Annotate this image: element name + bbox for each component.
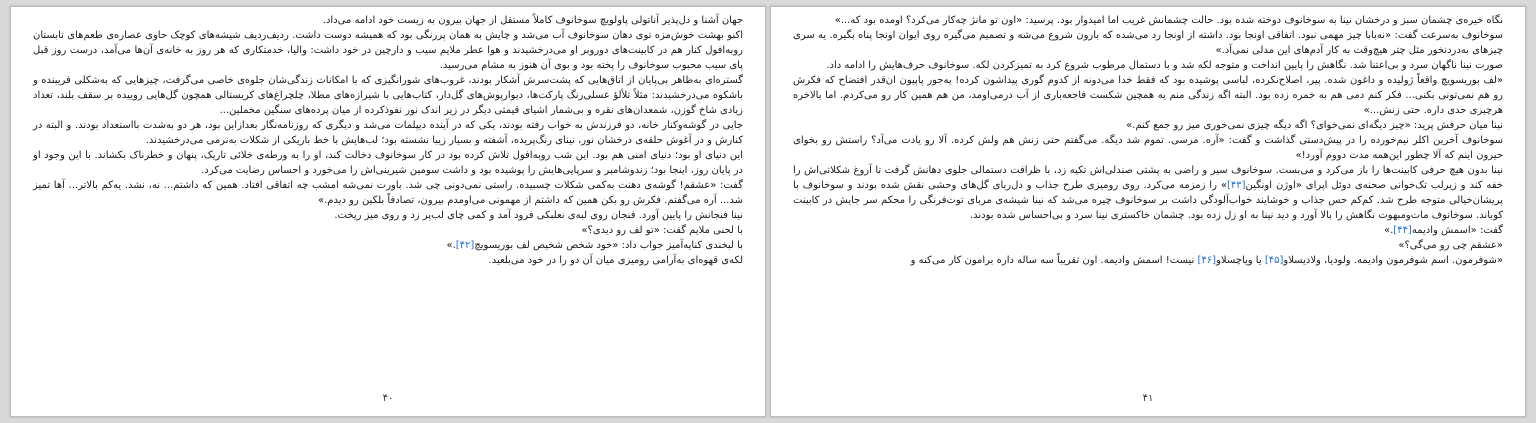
paragraph: [793, 223, 1503, 238]
paragraph: صورت نینا ناگهان سرد و بی‌اعتنا شد. نگاهش را پایین انداخت و متوجه لکه شد و با دستمال مرطوب شروع کرد به تمیزکردن لکه. سوخانوف حرف‌هایش را ادامه داد.: [826, 60, 1503, 71]
page-number: ۴۰: [382, 393, 394, 404]
paragraph: سوخانوف آخرین اکلر نیم‌خورده را در پیش‌دستی گذاشت و گفت: «آره. مرسی. تموم شد دیگه. می‌گفتم حتی زنش هم ولش کرده. آلا رو یادت می‌آد؟ راستش رو بخوای حیرون اینم که آلا چطور این‌همه مدت دووم آورد!»: [793, 135, 1503, 161]
text: .»: [1383, 225, 1394, 236]
text: نینا بدون هیچ حرفی کابینت‌ها را باز می‌کرد و می‌بست. سوخانوف سیر و راضی به پشتی صندلی‌اش تکیه زد، با ظرافت دستمالی جلوی دهانش گرفت تا آروغ شکلاتی‌اش را خفه کند و زیرلب تک‌خوانی صحنه‌ی دوئل اپرای «اوژن اونگین: [793, 165, 1503, 191]
paragraph: جهان آشنا و دل‌پذیر آناتولی پاولویچ سوخانوف کاملاً مستقل از جهان بیرون به زیست خود ادامه می‌داد.: [322, 15, 743, 26]
paragraph: نگاه خیره‌ی چشمان سبز و درخشان نینا به سوخانوف دوخته شده بود. حالت چشمانش غریب اما امیدوار بود. پرسید: «اون تو مانژ چه‌کار می‌کرد؟ اومده بود که...»: [834, 15, 1503, 26]
paragraph: گفت: «عشقم! گوشه‌ی دهنت به‌کمی شکلات چسبیده. راستی نمی‌دونی چی شد. باورت نمی‌شه امشب چه اتفاقی افتاد. همین که داشتم... نه، نشد. یه‌کم بالاتر... آها تمیز شد... آره می‌گفتم. فکرش رو بکن همین که داشتم از مهمونی می‌اومدم بیرون، تصادفاً بلکین رو دیدم.»: [33, 180, 743, 206]
text: .»: [446, 240, 456, 251]
paragraph: [793, 163, 1503, 223]
paragraph: نینا فنجانش را پایین آورد. فنجان روی لبه‌ی نعلبکی فرود آمد و کمی چای لب‌پر زد و روی میز ریخت.: [334, 210, 743, 221]
paragraph: اکنو بهشت خوش‌مزه توی دهان سوخانوف آب می‌شد و چایش به همان پررنگی بود که همیشه دوست داشت. ردیف‌ردیف شیشه‌های کوچک حاوی عصاره‌ی طعم‌های تابستان روبه‌افول کنار هم در کابینت‌های دوروبر او می‌درخشیدند و هوا عطر ملایم سیب و دارچین در خود داشت: والیا، خدمتکاری که هر روز به خانه‌ی آن‌ها می‌آمد، درست روز قبل پای سیب محبوب سوخانوف را پخته بود و بوی آن هنوز به مشام می‌رسید.: [33, 30, 743, 71]
footnote-link[interactable]: [۴۴]: [1393, 225, 1412, 236]
paragraph: جایی در گوشه‌وکنار خانه، دو فرزندش به خواب رفته بودند، یکی که در آینده دیپلمات می‌شد و دیگری که روزنامه‌نگار بعدازاین بود، هر دو به‌شدت بااستعداد بودند. و البته در کنارش و در آغوش حلقه‌ی درخشان نور، نینای رنگ‌پریده، آشفته و بسیار زیبا نشسته بود؛ لب‌هایش با خط باریکی از شکلات به‌نرمی می‌درخشیدند.: [33, 120, 743, 146]
paragraph: «عشقم چی رو می‌گی؟»: [1398, 240, 1503, 251]
text: یا ویاچسلاو: [1216, 255, 1265, 266]
footnote-link[interactable]: [۴۶]: [1197, 255, 1217, 266]
page-text: [793, 13, 1503, 268]
paragraph: «لف بوریسویچ واقعاً ژولیده و داغون شده. پیر، اصلاح‌نکرده، لباسی پوشیده بود که فقط خدا می‌دونه از کدوم گوری پیداشون کرده! یه‌جور پاپیون ان‌قدر افتضاح که فکرش رو هم نمی‌تونی بکنی... فکر کنم دمی هم به خمره زده بود. البته اگه زندگی منم یه همچین شکست فاجعه‌باری از آب درمی‌اومد، من هم همین کار رو می‌کردم. اما بالاخره هرچیزی حدی داره. حتی زنش...»: [793, 75, 1503, 116]
paragraph: گستره‌ای به‌ظاهر بی‌پایان از اتاق‌هایی که پشت‌سرش آشکار بودند، غروب‌های شورانگیزی که با امکانات زندگی‌شان جلوه‌ی خاصی می‌گرفت، چیزهایی که به‌شکلی فریبنده و باشکوه می‌درخشیدند: مثلاً تلألؤ عسلی‌رنگ پارکت‌ها، دیوارپوش‌های گل‌دار، کتاب‌هایی با شیرازه‌های مطلا، چلچراغ‌های کریستالی همچون گل‌هایی روییده بر سقف بلند، تعداد زیادی شاخ گوزن، شمعدان‌های نقره و بی‌شمار اشیای قیمتی دیگر در زیر اندک نور نفوذکرده از میان پرده‌های سنگین مخملین...: [33, 75, 743, 116]
text: گفت: «اسمش وادیمه: [1411, 225, 1503, 236]
footnote-link[interactable]: [۴۲]: [455, 240, 475, 251]
text: با لبخندی کنایه‌آمیز جواب داد: «خود شخص شخیص لف بوریسویچ: [474, 240, 743, 251]
text: «شوفرمون. اسم شوفرمون وادیمه. ولودیا، ولادیسلاو: [1283, 255, 1503, 266]
book-page-right: [770, 6, 1526, 417]
paragraph: این دنیای او بود؛ دنیای امنی هم بود. این شب روبه‌افول تلاش کرده بود در کار سوخانوف دخالت کند، او را به ورطه‌ی خلائی تاریک، پنهان و خطرناک بکشاند. با این وجود او در پایان روز، اینجا بود؛ زندوشامبر و سرپایی‌هایش را پوشیده بود و داشت سومین شیرینی‌اش را می‌خورد و احساس رضایت می‌کرد.: [33, 150, 743, 176]
paragraph: سوخانوف به‌سرعت گفت: «نه‌بابا چیز مهمی نبود. اتفاقی اونجا بود. داشته از اونجا رد می‌شده که بارون شروع می‌شه و تصمیم می‌گیره روی ایوان اونجا پناه بگیره. یه سری چیزهای به‌دردنخور مثل چتر هیچ‌وقت به کار آدم‌های این مدلی نمی‌آد.»: [793, 30, 1503, 56]
paragraph: با لحنی ملایم گفت: «تو لف رو دیدی؟»: [581, 225, 743, 236]
paragraph: [793, 253, 1503, 268]
paragraph: نینا میان حرفش پرید: «چیز دیگه‌ای نمی‌خوای؟ اگه دیگه چیزی نمی‌خوری میز رو جمع کنم.»: [1126, 120, 1503, 131]
footnote-link[interactable]: [۴۵]: [1264, 255, 1284, 266]
book-page-left: [10, 6, 766, 417]
paragraph: لکه‌ی قهوه‌ای به‌آرامی رومیزی میان آن دو را در خود می‌بلعید.: [488, 255, 743, 266]
page-text: [33, 13, 743, 268]
text: » را زمزمه می‌کرد. روی رومیزی طرح جذاب و دل‌ربای گل‌های وحشی نقش شده بودند و سوخانوف با پریشان‌خیالی متوجه طرح شد. کم‌کم حس جذاب و خوشایند خواب‌آلودگی داشت بر سوخانوف چیره می‌شد که نینا شیشه‌ی مربای توت‌فرنگی را محکم سر جایش در کابینت کوباند. سوخانوف مات‌ومبهوت نگاهش را بالا آورد و دید نینا به او زل زده بود. چشمان خاکستری نینا سرد و بی‌احساس شده بودند.: [793, 180, 1503, 221]
paragraph: [33, 238, 743, 253]
page-number: ۴۱: [1142, 393, 1154, 404]
text: نیست! اسمش وادیمه. اون تقریباً سه ساله داره برامون کار می‌کنه و: [910, 255, 1198, 266]
footnote-link[interactable]: [۴۳]: [1226, 180, 1246, 191]
